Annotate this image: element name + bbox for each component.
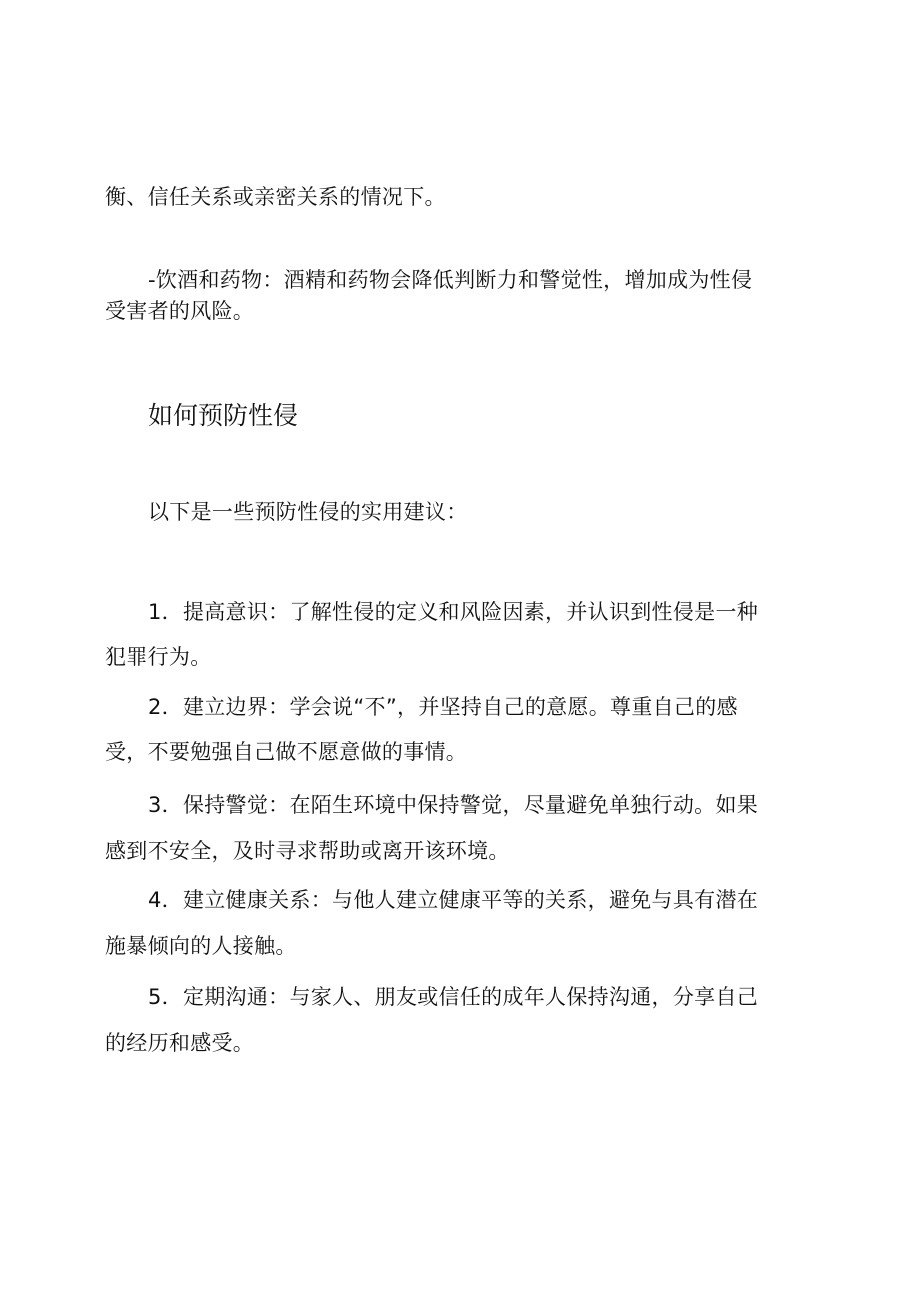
tip-3-line-2: 感到不安全，及时寻求帮助或离开该环境。 xyxy=(105,839,510,863)
continuation-text: 衡、信任关系或亲密关系的情况下。 xyxy=(105,185,446,209)
tip-2-line-1: 2．建立边界：学会说“不”，并坚持自己的意愿。尊重自己的感 xyxy=(148,695,738,719)
section-heading: 如何预防性侵 xyxy=(148,401,299,430)
risk-item-line-2: 受害者的风险。 xyxy=(105,299,255,323)
tip-4-line-1: 4．建立健康关系：与他人建立健康平等的关系，避免与具有潜在 xyxy=(148,888,759,912)
tip-1-line-2: 犯罪行为。 xyxy=(105,645,212,669)
tip-4-line-2: 施暴倾向的人接触。 xyxy=(105,934,297,958)
tip-2-line-2: 受，不要勉强自己做不愿意做的事情。 xyxy=(105,740,468,764)
tip-3-line-1: 3．保持警觉：在陌生环境中保持警觉，尽量避免单独行动。如果 xyxy=(148,793,759,817)
risk-item-line-1: -饮酒和药物：酒精和药物会降低判断力和警觉性，增加成为性侵 xyxy=(148,268,753,292)
tip-1-line-1: 1．提高意识：了解性侵的定义和风险因素，并认识到性侵是一种 xyxy=(148,600,759,624)
tip-5-line-2: 的经历和感受。 xyxy=(105,1031,255,1055)
tip-5-line-1: 5．定期沟通：与家人、朋友或信任的成年人保持沟通，分享自己 xyxy=(148,985,759,1009)
intro-text: 以下是一些预防性侵的实用建议： xyxy=(148,500,468,524)
